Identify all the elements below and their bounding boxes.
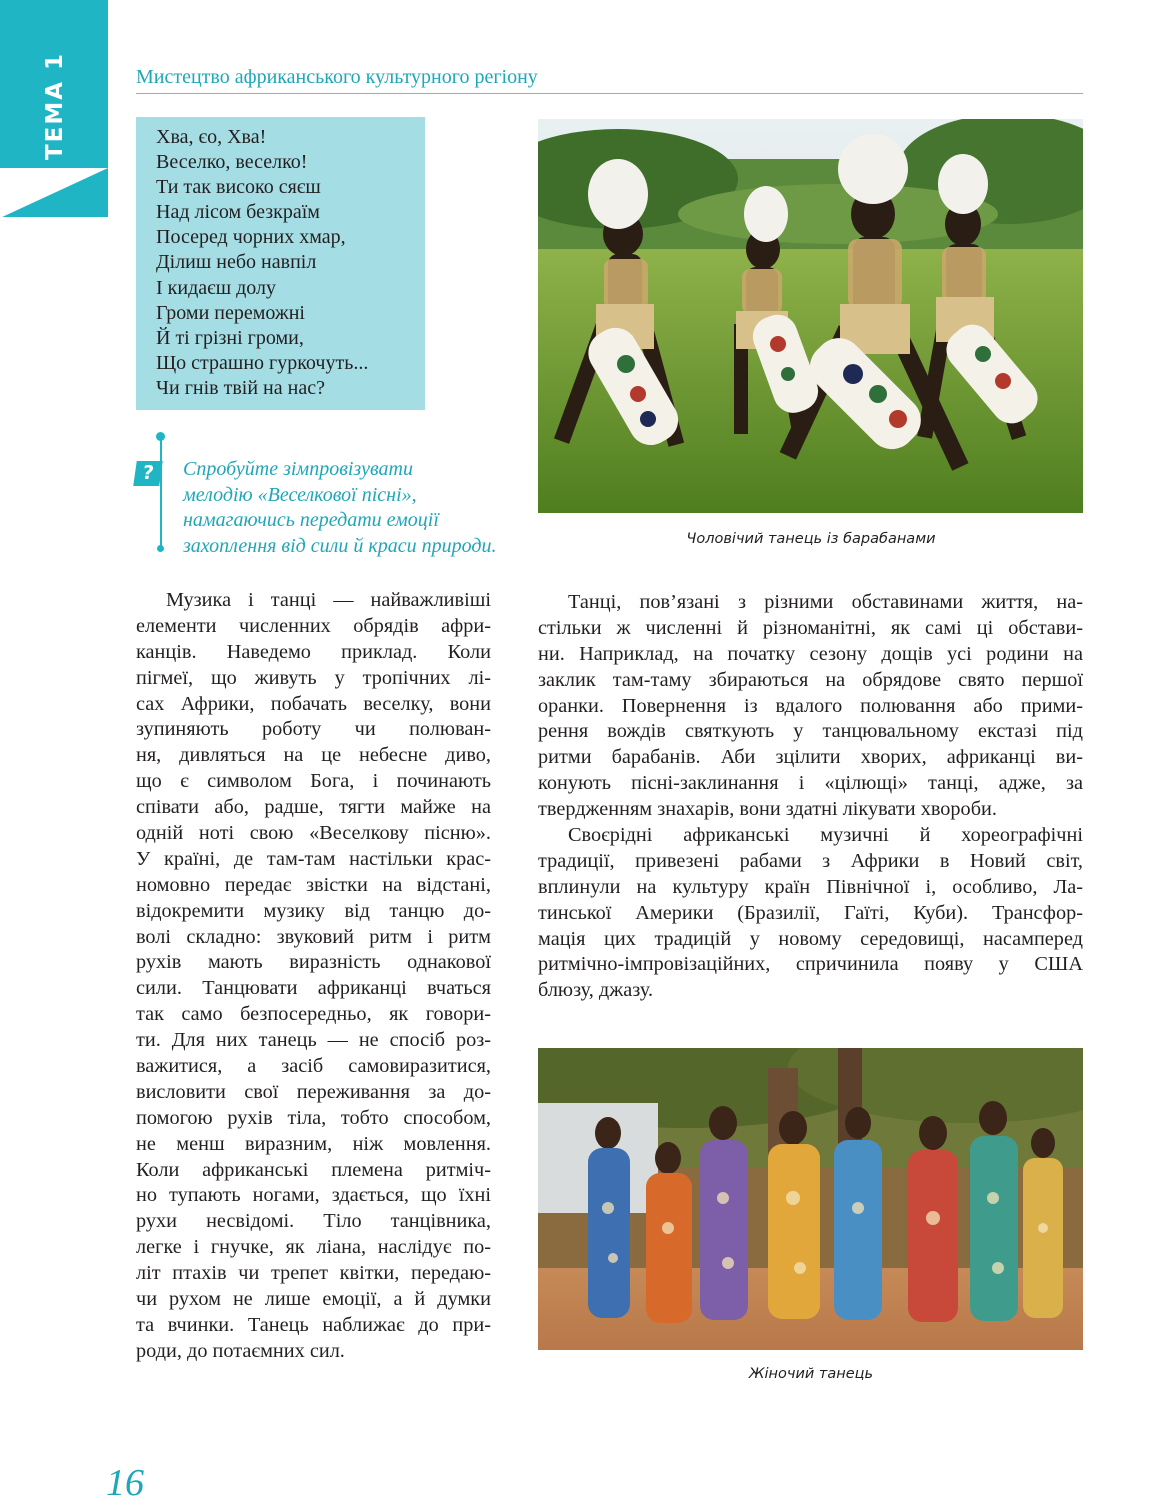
text-line: елементи численних обрядів афри- xyxy=(136,614,491,637)
text-line: рухи несвідомі. Тіло танцівника, xyxy=(136,1210,491,1233)
poem-line: І кидаєш долу xyxy=(156,276,277,299)
text-line: твердженням знахарів, вони здатні лікувати хвороби. xyxy=(538,798,997,821)
text-line: не менш виразним, ніж мовлення. xyxy=(136,1132,491,1155)
poem-box xyxy=(136,117,425,410)
header-rule xyxy=(136,93,1083,94)
text-line: номовно передає звістки на відстані, xyxy=(136,873,491,896)
text-line: Музика і танці — найважливіші xyxy=(166,589,491,611)
question-rule xyxy=(160,437,162,549)
running-header: Мистецтво африканського культурного регіону xyxy=(136,66,538,88)
topic-tab-label: ТЕМА 1 xyxy=(42,51,68,161)
text-line: заклик там-таму збираються на обрядове свято першої xyxy=(538,668,1083,691)
poem-line: Веселко, веселко! xyxy=(156,151,308,174)
poem-line: Ти так високо сяєш xyxy=(156,176,321,199)
poem-line: Що страшно гуркочуть... xyxy=(156,351,369,374)
page-number: 16 xyxy=(106,1462,144,1504)
poem-text xyxy=(156,125,368,401)
text-line: висловити свої переживання за до- xyxy=(136,1080,491,1103)
text-line: ни. Наприклад, на початку сезону дощів усі родини на xyxy=(538,642,1083,665)
text-line: блюзу, джазу. xyxy=(538,979,654,1002)
text-line: У країні, де там-там настільки крас- xyxy=(136,847,491,870)
text-line: но тупають ногами, здається, що їхні xyxy=(136,1184,491,1207)
text-line: так само безпосередньо, як говори- xyxy=(136,1003,491,1026)
text-line: відокремити музику від танцю до- xyxy=(136,899,491,922)
question-line: мелодію «Веселкової пісні», xyxy=(183,483,417,506)
text-line: роди, до потаємних сил. xyxy=(136,1339,345,1362)
text-line: ти. Для них танець — не спосіб роз- xyxy=(136,1029,491,1052)
text-line: сах Африки, побачать веселку, вони xyxy=(136,692,491,715)
text-line: помогою рухів тіла, тобто способом, xyxy=(136,1106,491,1129)
text-line: стільки ж численні й різноманітні, як самі ці обстави- xyxy=(538,616,1083,639)
question-rule-dot xyxy=(156,432,165,441)
text-line: вплинули на культуру країн Північної і, особливо, Ла- xyxy=(538,875,1083,898)
question-line: намагаючись передати емоції xyxy=(183,509,439,531)
text-line: тинської Америки (Бразилії, Гаїті, Куби). Трансфор- xyxy=(538,901,1083,924)
text-line: канців. Наведемо приклад. Коли xyxy=(136,640,491,663)
text-line: ритми барабанів. Аби зцілити хворих, африканці ви- xyxy=(538,746,1083,769)
text-line: рухів мають виразність однакової xyxy=(136,951,491,974)
text-line: співати або, радше, тягти майже на xyxy=(136,796,491,819)
women-photo-caption-text: Жіночий танець xyxy=(748,1366,874,1382)
topic-tab-notch xyxy=(0,168,108,218)
text-line: зупиняють роботу чи полюван- xyxy=(136,718,491,741)
poem-line: Чи гнів твій на нас? xyxy=(156,376,325,399)
left-column-text xyxy=(136,588,491,1365)
question-rule-dot xyxy=(157,545,164,552)
poem-line: Хва, єо, Хва! xyxy=(156,126,267,148)
text-line: чи рухом не лише емоції, а й думки xyxy=(136,1288,491,1311)
text-line: оранки. Повернення із вдалого полювання або прими- xyxy=(538,694,1083,717)
text-line: сили. Танцювати африканці вчаться xyxy=(136,977,491,1000)
text-line: ня, дивляться на це небесне диво, xyxy=(136,744,491,767)
poem-line: Громи переможні xyxy=(156,301,305,324)
question-line: Спробуйте зімпровізувати xyxy=(183,458,413,480)
men-photo-caption-text: Чоловічий танець із барабанами xyxy=(686,531,936,547)
text-line: важитися, а засіб самовиразитися, xyxy=(136,1055,491,1078)
text-line: традиції, привезені рабами з Африки в Новий світ, xyxy=(538,849,1083,872)
poem-line: Ділиш небо навпіл xyxy=(156,251,317,274)
text-line: Своєрідні африканські музичні й хореографічні xyxy=(568,824,1083,847)
poem-line: Над лісом безкраїм xyxy=(156,201,320,224)
question-text xyxy=(183,457,533,559)
text-line: рення вождів святкують у танцювальному екстазі під xyxy=(538,720,1083,743)
right-column-text xyxy=(538,590,1083,1004)
text-line: що є символом Бога, і починають xyxy=(136,770,491,793)
text-line: волі складно: звуковий ритм і ритм xyxy=(136,925,491,948)
text-line: пігмеї, що живуть у тропічних лі- xyxy=(136,666,491,689)
text-line: Коли африканські племена ритміч- xyxy=(136,1158,491,1181)
text-line: та вчинки. Танець наближає до при- xyxy=(136,1313,491,1336)
question-line: захоплення від сили й краси природи. xyxy=(183,534,497,557)
text-line: Танці, пов’язані з різними обставинами життя, на- xyxy=(568,591,1083,613)
men-drum-dance-photo xyxy=(538,119,1083,513)
question-icon: ? xyxy=(133,461,163,486)
text-line: конують пісні-заклинання і «цілющі» танці, адже, за xyxy=(538,772,1083,795)
text-line: ритмічно-імпровізаційних, спричинила появу у США xyxy=(538,953,1083,976)
poem-line: Й ті грізні громи, xyxy=(156,326,304,349)
text-line: мація цих традицій у новому середовищі, насамперед xyxy=(538,927,1083,950)
poem-line: Посеред чорних хмар, xyxy=(156,226,346,249)
text-line: легке і гнучке, як ліана, наслідує по- xyxy=(136,1236,491,1259)
women-dance-photo xyxy=(538,1048,1083,1350)
text-line: одній ноті свою «Веселкову пісню». xyxy=(136,822,491,845)
text-line: літ птахів чи трепет квітки, передаю- xyxy=(136,1262,491,1285)
